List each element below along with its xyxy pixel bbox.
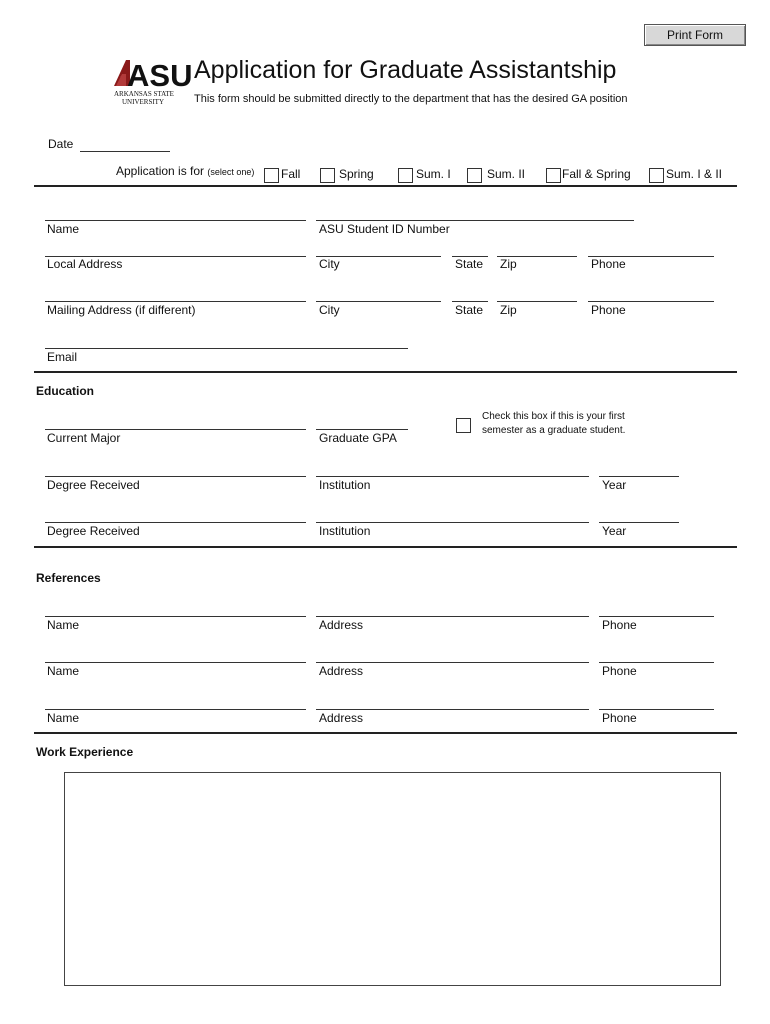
svg-text:UNIVERSITY: UNIVERSITY: [122, 98, 164, 106]
year-1-field[interactable]: [599, 476, 679, 477]
year-2-field[interactable]: [599, 522, 679, 523]
reference-3-address-field[interactable]: [316, 709, 589, 710]
institution-1-label: Institution: [319, 478, 371, 492]
reference-1-name-label: Name: [47, 618, 80, 632]
references-heading: References: [36, 571, 101, 585]
fall-spring-label: Fall & Spring: [562, 167, 631, 181]
asu-logo: [112, 56, 193, 108]
local-address-label: Local Address: [47, 257, 123, 271]
local-zip-label: Zip: [500, 257, 517, 271]
section-divider: [34, 371, 737, 373]
reference-2-phone-label: Phone: [602, 664, 637, 678]
current-major-label: Current Major: [47, 431, 121, 445]
degree-received-1-label: Degree Received: [47, 478, 140, 492]
sum2-label: Sum. II: [487, 167, 526, 181]
degree-received-2-field[interactable]: [45, 522, 306, 523]
mailing-city-field[interactable]: [316, 301, 441, 302]
form-title: Application for Graduate Assistantship: [194, 56, 617, 84]
sum1-2-label: Sum. I & II: [666, 167, 723, 181]
year-2-label: Year: [602, 524, 627, 538]
application-for-label: Application is for (select one): [116, 164, 255, 178]
fall-spring-checkbox[interactable]: [546, 168, 561, 183]
reference-3-phone-label: Phone: [602, 711, 637, 725]
mailing-zip-field[interactable]: [497, 301, 577, 302]
sum1-checkbox[interactable]: [398, 168, 413, 183]
email-label: Email: [47, 350, 78, 364]
student-id-field[interactable]: [316, 220, 634, 221]
mailing-state-field[interactable]: [452, 301, 488, 302]
reference-2-name-label: Name: [47, 664, 80, 678]
institution-1-field[interactable]: [316, 476, 589, 477]
sum1-2-checkbox[interactable]: [649, 168, 664, 183]
first-semester-label: Check this box if this is your first semester as a graduate student.: [482, 411, 626, 436]
fall-checkbox[interactable]: [264, 168, 279, 183]
svg-text:ARKANSAS STATE: ARKANSAS STATE: [114, 90, 174, 98]
institution-2-field[interactable]: [316, 522, 589, 523]
mailing-state-label: State: [455, 303, 484, 317]
asu-logo-graphic: [112, 56, 193, 108]
graduate-gpa-field[interactable]: [316, 429, 408, 430]
reference-1-phone-field[interactable]: [599, 616, 714, 617]
mailing-phone-field[interactable]: [588, 301, 714, 302]
mailing-address-label: Mailing Address (if different): [47, 303, 196, 317]
reference-2-address-field[interactable]: [316, 662, 589, 663]
section-divider: [34, 185, 737, 187]
reference-3-name-label: Name: [47, 711, 80, 725]
current-major-field[interactable]: [45, 429, 306, 430]
local-state-label: State: [455, 257, 484, 271]
reference-1-address-label: Address: [319, 618, 364, 632]
spring-checkbox[interactable]: [320, 168, 335, 183]
mailing-address-field[interactable]: [45, 301, 306, 302]
section-divider: [34, 546, 737, 548]
email-field[interactable]: [45, 348, 408, 349]
sum2-checkbox[interactable]: [467, 168, 482, 183]
reference-3-name-field[interactable]: [45, 709, 306, 710]
student-id-label: ASU Student ID Number: [319, 222, 450, 236]
reference-1-address-field[interactable]: [316, 616, 589, 617]
reference-3-phone-field[interactable]: [599, 709, 714, 710]
reference-1-phone-label: Phone: [602, 618, 637, 632]
graduate-gpa-label: Graduate GPA: [319, 431, 397, 445]
local-phone-label: Phone: [591, 257, 626, 271]
institution-2-label: Institution: [319, 524, 371, 538]
reference-2-phone-field[interactable]: [599, 662, 714, 663]
local-city-label: City: [319, 257, 340, 271]
form-subtitle: This form should be submitted directly to the department that has the desired GA position: [194, 93, 628, 105]
mailing-phone-label: Phone: [591, 303, 626, 317]
year-1-label: Year: [602, 478, 627, 492]
mailing-zip-label: Zip: [500, 303, 517, 317]
reference-1-name-field[interactable]: [45, 616, 306, 617]
work-experience-heading: Work Experience: [36, 745, 134, 759]
work-experience-textarea[interactable]: [64, 772, 721, 986]
section-divider: [34, 732, 737, 734]
reference-2-address-label: Address: [319, 664, 364, 678]
sum1-label: Sum. I: [416, 167, 451, 181]
first-semester-checkbox[interactable]: [456, 418, 471, 433]
mailing-city-label: City: [319, 303, 340, 317]
name-label: Name: [47, 222, 80, 236]
education-heading: Education: [36, 384, 95, 398]
spring-label: Spring: [339, 167, 374, 181]
degree-received-2-label: Degree Received: [47, 524, 140, 538]
svg-text:ASU: ASU: [127, 58, 193, 93]
fall-label: Fall: [281, 167, 301, 181]
reference-2-name-field[interactable]: [45, 662, 306, 663]
name-field[interactable]: [45, 220, 306, 221]
date-label: Date: [48, 137, 74, 151]
reference-3-address-label: Address: [319, 711, 364, 725]
print-form-button[interactable]: Print Form: [644, 24, 746, 46]
date-field[interactable]: [80, 151, 170, 152]
degree-received-1-field[interactable]: [45, 476, 306, 477]
